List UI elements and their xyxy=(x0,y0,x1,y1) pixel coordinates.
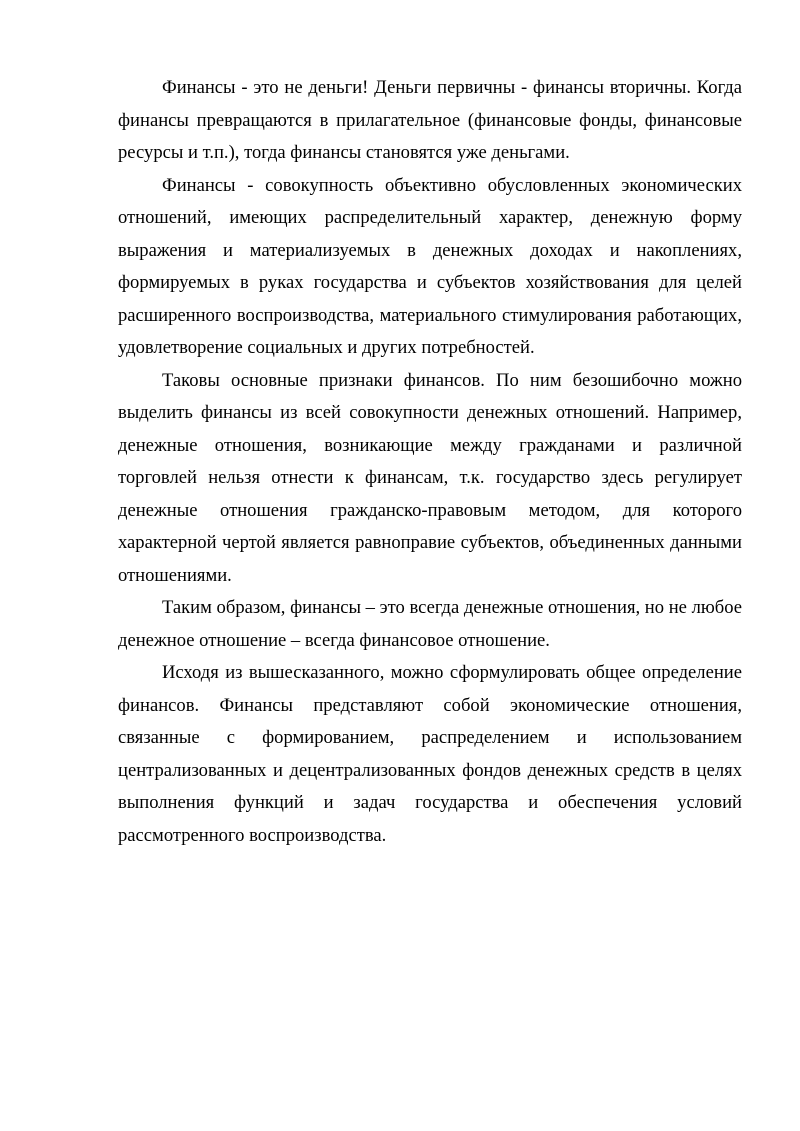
paragraph-finance-not-money: Финансы - это не деньги! Деньги первичны - финансы вторичны. Когда финансы превращаются в прилагательное (финансовые фонды, финансовые ресурсы и т.п.), тогда финансы становятся уже деньгами. xyxy=(118,77,742,163)
paragraph-conclusion: Таким образом, финансы – это всегда денежные отношения, но не любое денежное отношение – всегда финансовое отношение. xyxy=(118,597,742,651)
paragraph-finance-features: Таковы основные признаки финансов. По ним безошибочно можно выделить финансы из всей совокупности денежных отношений. Например, денежные отношения, возникающие между гражданами и различной торговлей нельзя отнести к финансам, т.к. государство здесь регулирует денежные отношения гражданско-правовым методом, для которого характерной чертой является равноправие субъектов, объединенных данными отношениями. xyxy=(118,369,742,586)
document-page xyxy=(118,72,742,852)
paragraph-general-definition: Исходя из вышесказанного, можно сформулировать общее определение финансов. Финансы представляют собой экономические отношения, связанные с формированием, распределением и использованием централизованных и децентрализованных фондов денежных средств в целях выполнения функций и задач государства и обеспечения условий рассмотренного воспроизводства. xyxy=(118,662,742,846)
paragraph-finance-definition: Финансы - совокупность объективно обусловленных экономических отношений, имеющих распределительный характер, денежную форму выражения и материализуемых в денежных доходах и накоплениях, формируемых в руках государства и субъектов хозяйствования для целей расширенного воспроизводства, материального стимулирования работающих, удовлетворение социальных и других потребностей. xyxy=(118,174,742,358)
